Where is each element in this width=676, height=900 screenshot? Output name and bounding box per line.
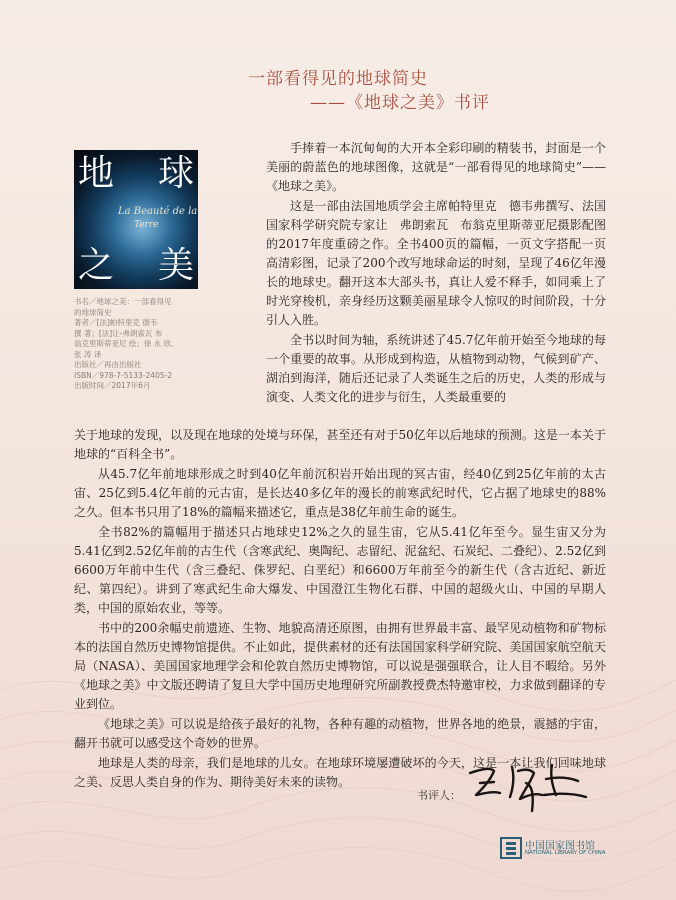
book-info-line: ISBN／978-7-5133-2405-2 [74,370,173,380]
book-info-line: 书名／地球之美：一部看得见 [74,297,172,306]
book-cover-image [74,150,198,289]
book-info-line: 翁克里斯蒂亚尼 绘；徐 永 欣、 [74,339,179,348]
reviewer-label: 书评人： [417,789,461,802]
cover-title-char: 之 [78,245,115,286]
book-info-line: 出版社／再由出版社 [74,360,142,369]
reviewer-signature [460,755,590,825]
review-paragraph: 关于地球的发现，以及现在地球的处境与环保，甚至还有对于50亿年以后地球的预测。这是一本关于地球的“百科全书”。 [74,428,606,461]
cover-title-char: 地 [78,153,115,194]
review-paragraph: 全书以时间为轴，系统讲述了45.7亿年前开始至今地球的每一个重要的故事。从形成到构造，从植物到动物，气候到矿产、湖泊到海洋，随后还记录了人类诞生之后的历史，人类的形成与演变、人类文化的进步与衍生，人类最重要的 [266,333,606,404]
review-paragraph: 全书82%的篇幅用于描述只占地球史12%之久的显生宙，它从5.41亿年至今。显生宙又分为5.41亿到2.52亿年前的古生代（含寒武纪、奥陶纪、志留纪、泥盆纪、石炭纪、二叠纪）、2.52亿到6600万年前中生代（含三叠纪、侏罗纪、白垩纪）和6600万年前至今的新生代（含古近纪、新近纪、第四纪）。讲到了寒武纪生命大爆发、中国澄江生物化石群、中国的超级火山、中国的早期人类，中国的原始农业，等等。 [74,525,606,615]
page-title: 一部看得见的地球简史 [248,69,428,89]
cover-script-title: La Beauté de la [118,206,198,217]
review-paragraph: 这是一部由法国地质学会主席帕特里克 德韦弗撰写、法国国家科学研究院专家让 弗朗索瓦 布翁克里斯蒂亚尼摄影配图的2017年度重磅之作。全书400页的篇幅，一页文字搭配一页高清彩图，记录了200个改写地球命运的时刻，呈现了46亿年漫长的地球史。翻开这本大部头书，真让人爱不释手，如同乘上了时光穿梭机，亲身经历这颗美丽星球令人惊叹的时间阶段，十分引人入胜。 [266,199,606,327]
national-library-logo [500,837,620,861]
book-info-line: 出版时间／2017年6月 [74,381,151,390]
review-body-bottom [74,426,606,793]
cover-title-char: 球 [158,153,195,194]
review-paragraph: 手捧着一本沉甸甸的大开本全彩印刷的精装书，封面是一个美丽的蔚蓝色的地球图像，这就是“一部看得见的地球简史”——《地球之美》。 [266,141,606,193]
book-info [74,297,204,392]
book-info-line: 著者／[法]帕特里克 德韦 [74,318,158,327]
review-paragraph: 地球是人类的母亲，我们是地球的儿女。在地球环境屡遭破坏的今天，这是一本让我们回味地球之美、反思人类自身的作为、期待美好未来的读物。 [74,756,606,789]
book-info-line: 撰 著；[法]让-弗朗索瓦 布 [74,328,163,338]
cover-title-char: 美 [158,245,195,286]
review-paragraph: 《地球之美》可以说是给孩子最好的礼物，各种有趣的动植物，世界各地的绝景，震撼的宇宙，翻开书就可以感受这个奇妙的世界。 [74,717,606,750]
library-name-cn: 中国国家图书馆 [525,841,595,852]
cover-script-title: Terre [134,220,159,230]
library-emblem-icon [500,837,522,859]
review-paragraph: 书中的200余幅史前遗迹、生物、地貌高清还原图，由拥有世界最丰富、最罕见动植物和矿物标本的法国自然历史博物馆提供。不止如此，提供素材的还有法国国家科学研究院、美国国家航空航天局（NASA）、美国国家地理学会和伦敦自然历史博物馆，可以说是强强联合，让人目不暇给。另外《地球之美》中文版还聘请了复旦大学中国历史地理研究所副教授费杰特邀审校，力求做到翻译的专业到位。 [74,621,606,711]
page-subtitle: ——《地球之美》书评 [310,93,490,113]
review-body-top [266,139,606,408]
review-paragraph: 从45.7亿年前地球形成之时到40亿年前沉积岩开始出现的冥古宙，经40亿到25亿年前的太古宙、25亿到5.4亿年前的元古宙，是长达40多亿年的漫长的前寒武纪时代，它占据了地球史的88%之久。但本书只用了18%的篇幅来描述它，重点是38亿年前生命的诞生。 [74,467,606,519]
book-info-line: 张 涛 译 [74,349,102,359]
book-info-line: 的地球简史 [74,307,112,317]
library-name-en: NATIONAL LIBRARY OF CHINA [525,850,606,856]
